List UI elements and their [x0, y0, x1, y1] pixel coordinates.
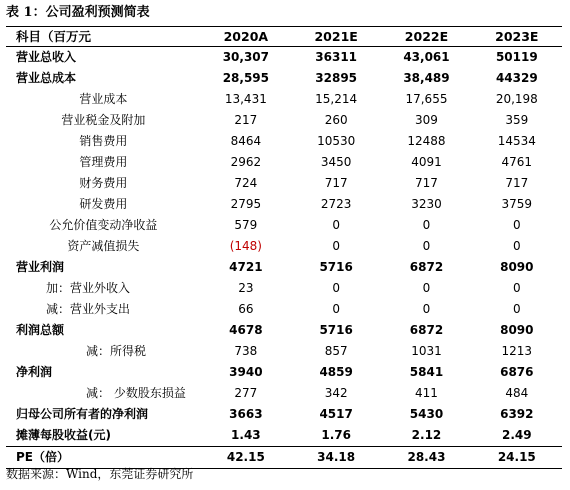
- cell-value: 8090: [500, 260, 534, 274]
- cell-value: 24.15: [472, 447, 562, 469]
- cell-value: 2.12: [411, 428, 442, 442]
- cell-value: 3940: [229, 365, 263, 379]
- table-row: [6, 236, 562, 257]
- cell-value: 0: [332, 281, 340, 295]
- table-row: [6, 341, 562, 362]
- cell-value: 0: [332, 239, 340, 253]
- row-label: 研发费用: [79, 197, 128, 211]
- cell-value: 309: [415, 113, 438, 127]
- cell-value: 42.15: [201, 447, 291, 469]
- cell-value: 5430: [409, 407, 444, 421]
- table-caption: 表 1：公司盈利预测简表: [6, 5, 150, 20]
- cell-value: 359: [505, 113, 529, 127]
- table-header-row: [6, 27, 562, 47]
- table-row: [6, 152, 562, 173]
- cell-value: 411: [415, 386, 438, 400]
- cell-value: 17,655: [405, 92, 448, 106]
- cell-value: 0: [512, 302, 521, 316]
- header-2023e: 2023E: [472, 27, 562, 47]
- cell-value: 5716: [319, 260, 353, 274]
- cell-value: 36311: [315, 50, 358, 64]
- cell-value: 6872: [409, 323, 444, 337]
- cell-value: 38,489: [403, 71, 450, 85]
- table-row: [6, 299, 562, 320]
- cell-value: 2795: [230, 197, 262, 211]
- cell-value: 1213: [501, 344, 533, 358]
- cell-value: 34.18: [291, 447, 381, 469]
- table-row: [6, 383, 562, 404]
- row-label: 利润总额: [16, 323, 65, 337]
- cell-value: 0: [422, 218, 431, 232]
- cell-value: 3663: [229, 407, 263, 421]
- cell-value: 579: [234, 218, 258, 232]
- cell-value: 13,431: [224, 92, 267, 106]
- cell-value: 717: [324, 176, 348, 190]
- cell-value: 217: [234, 113, 258, 127]
- row-label: 营业总成本: [16, 71, 77, 85]
- row-label: 营业成本: [79, 92, 128, 106]
- row-label: 加：营业外收入: [46, 281, 131, 295]
- cell-value: 4678: [229, 323, 263, 337]
- cell-value: 30,307: [222, 50, 269, 64]
- cell-value: 6392: [500, 407, 534, 421]
- row-label: 资产减值损失: [67, 239, 140, 253]
- cell-value: 6872: [409, 260, 444, 274]
- cell-value: 0: [332, 218, 340, 232]
- table-row: [6, 320, 562, 341]
- source-note: 数据来源：Wind，东莞证券研究所: [6, 467, 194, 481]
- cell-value: (148): [229, 239, 262, 253]
- cell-value: 2723: [320, 197, 352, 211]
- cell-value: 342: [324, 386, 348, 400]
- row-label: 减： 少数股东损益: [86, 386, 186, 400]
- cell-value: 4721: [229, 260, 263, 274]
- cell-value: 3230: [411, 197, 442, 211]
- cell-value: 717: [505, 176, 529, 190]
- cell-value: 32895: [315, 71, 358, 85]
- header-2022e: 2022E: [381, 27, 471, 47]
- cell-value: 0: [422, 302, 431, 316]
- profit-forecast-table: [6, 26, 562, 469]
- table-row: [6, 194, 562, 215]
- cell-value: 15,214: [315, 92, 358, 106]
- cell-value: 1.76: [321, 428, 351, 442]
- cell-value: 5841: [409, 365, 444, 379]
- profit-forecast-table-container: [6, 26, 562, 469]
- cell-value: 2.49: [502, 428, 532, 442]
- row-label: PE（倍）: [6, 447, 201, 469]
- cell-value: 44329: [495, 71, 538, 85]
- row-label: 减：所得税: [86, 344, 147, 358]
- cell-value: 10530: [317, 134, 356, 148]
- cell-value: 2962: [230, 155, 262, 169]
- cell-value: 3759: [501, 197, 533, 211]
- row-label: 营业利润: [16, 260, 65, 274]
- cell-value: 0: [512, 239, 521, 253]
- cell-value: 3450: [320, 155, 352, 169]
- cell-value: 4859: [319, 365, 353, 379]
- cell-value: 28,595: [222, 71, 269, 85]
- cell-value: 5716: [319, 323, 353, 337]
- table-row: [6, 131, 562, 152]
- cell-value: 484: [505, 386, 529, 400]
- cell-value: 50119: [495, 50, 538, 64]
- cell-value: 277: [234, 386, 258, 400]
- table-row: [6, 173, 562, 194]
- row-label: 财务费用: [79, 176, 128, 190]
- cell-value: 28.43: [381, 447, 471, 469]
- table-row: [6, 68, 562, 89]
- row-label: 公允价值变动净收益: [49, 218, 158, 232]
- table-row: [6, 404, 562, 425]
- cell-value: 4517: [319, 407, 353, 421]
- table-row: [6, 89, 562, 110]
- table-row: [6, 425, 562, 447]
- cell-value: 717: [415, 176, 438, 190]
- cell-value: 857: [324, 344, 348, 358]
- row-label: 营业税金及附加: [61, 113, 146, 127]
- table-row: [6, 47, 562, 69]
- cell-value: 0: [332, 302, 340, 316]
- cell-value: 4091: [411, 155, 442, 169]
- cell-value: 4761: [501, 155, 533, 169]
- cell-value: 8464: [230, 134, 262, 148]
- table-row: [6, 278, 562, 299]
- header-2021e: 2021E: [291, 27, 381, 47]
- cell-value: 0: [422, 239, 431, 253]
- cell-value: 14534: [497, 134, 536, 148]
- cell-value: 6876: [500, 365, 534, 379]
- table-row: [6, 362, 562, 383]
- cell-value: 260: [324, 113, 348, 127]
- cell-value: 43,061: [403, 50, 450, 64]
- header-item: 科目（百万元: [6, 27, 201, 47]
- cell-value: 66: [238, 302, 254, 316]
- row-label: 归母公司所有者的净利润: [16, 407, 149, 421]
- cell-value: 0: [512, 218, 521, 232]
- cell-value: 12488: [407, 134, 446, 148]
- row-label: 减：营业外支出: [46, 302, 131, 316]
- row-label: 摊薄每股收益(元): [16, 428, 111, 442]
- cell-value: 1031: [411, 344, 442, 358]
- table-row: [6, 110, 562, 131]
- row-label: 营业总收入: [16, 50, 77, 64]
- cell-value: 0: [512, 281, 521, 295]
- cell-value: 8090: [500, 323, 534, 337]
- row-label: 管理费用: [79, 155, 128, 169]
- cell-value: 738: [234, 344, 258, 358]
- table-row: [6, 257, 562, 278]
- cell-value: 1.43: [231, 428, 261, 442]
- cell-value: 20,198: [495, 92, 538, 106]
- cell-value: 23: [238, 281, 254, 295]
- row-label: 销售费用: [79, 134, 128, 148]
- header-2020a: 2020A: [201, 27, 291, 47]
- row-label: 净利润: [16, 365, 53, 379]
- table-body: [6, 47, 562, 469]
- table-row: [6, 215, 562, 236]
- cell-value: 724: [234, 176, 258, 190]
- cell-value: 0: [422, 281, 431, 295]
